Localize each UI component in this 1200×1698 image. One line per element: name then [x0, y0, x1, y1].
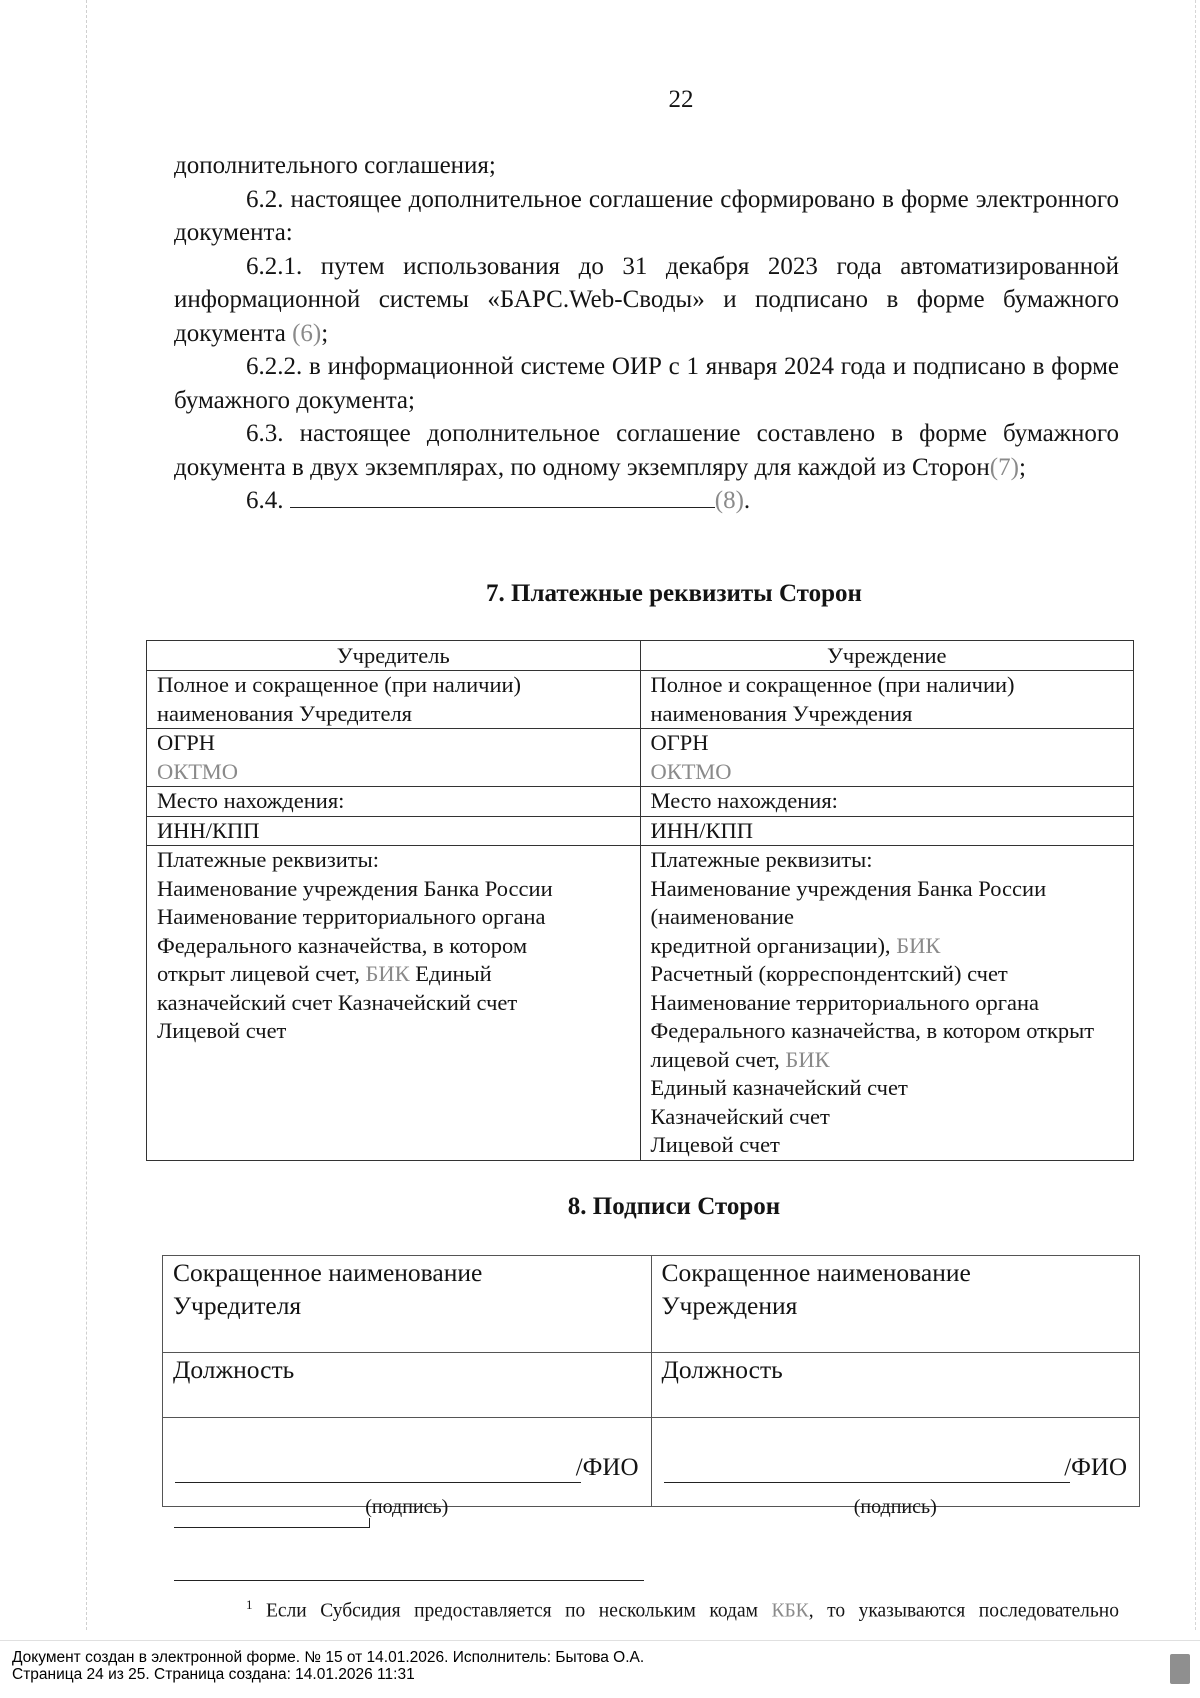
institution-ogrn-cell: ОГРН ОКТМО	[640, 729, 1134, 787]
blank-fill-line	[290, 485, 715, 508]
table-row-names	[147, 671, 1134, 729]
institution-signature-caption: (подпись)	[853, 1496, 937, 1518]
table-header-row	[147, 641, 1134, 671]
reference-6: (6)	[292, 319, 322, 347]
founder-location-cell: Место нахождения:	[147, 787, 641, 817]
body-text	[174, 149, 1119, 518]
section-8-title: 8. Подписи Сторон	[567, 1193, 781, 1220]
founder-signature-line	[175, 1454, 581, 1483]
table-row-payment	[147, 846, 1134, 1161]
founder-signature-caption: (подпись)	[365, 1496, 449, 1518]
institution-short-name-cell: Сокращенное наименование Учреждения	[651, 1256, 1140, 1353]
column-header-founder: Учредитель	[147, 641, 641, 671]
reference-8: (8)	[714, 487, 744, 514]
page-number: 22	[668, 86, 694, 113]
scroll-marker-icon	[1170, 1654, 1190, 1684]
right-scan-edge	[1195, 0, 1196, 1630]
footer-line-1: Документ создан в электронной форме. № 15 от 14.01.2026. Исполнитель: Бытова О.А.	[12, 1649, 645, 1666]
signatures-table	[162, 1255, 1140, 1518]
signature-row	[163, 1418, 1140, 1507]
signature-position-row	[163, 1353, 1140, 1418]
founder-short-name-cell: Сокращенное наименование Учредителя	[163, 1256, 652, 1353]
founder-payment-cell: Платежные реквизиты: Наименование учреждения Банка России Наименование территориального органа Федерального казначейства, в котором открыт лицевой счет, БИК Единый казначейский счет Казначейский счет Лицевой счет	[147, 846, 641, 1161]
institution-location-cell: Место нахождения:	[640, 787, 1134, 817]
institution-payment-cell: Платежные реквизиты: Наименование учреждения Банка России (наименование кредитной организации), БИК Расчетный (корреспондентский) счет Наименование территориального органа Федерального казначейства, в котором открыт лицевой счет, БИК Единый казначейский счет Казначейский счет Лицевой счет	[640, 846, 1134, 1161]
paragraph-6-2: 6.2. настоящее дополнительное соглашение сформировано в форме электронного документа:	[174, 185, 1119, 246]
column-header-institution: Учреждение	[640, 641, 1134, 671]
table-row-inn	[147, 816, 1134, 846]
paragraph-continuation: дополнительного соглашения;	[174, 152, 496, 179]
section-7-title: 7. Платежные реквизиты Сторон	[486, 580, 862, 607]
institution-inn-cell: ИНН/КПП	[640, 816, 1134, 846]
founder-ogrn-cell: ОГРН ОКТМО	[147, 729, 641, 787]
signature-names-row	[163, 1256, 1140, 1353]
paragraph-6-2-1: 6.2.1. путем использования до 31 декабря 2023 года автоматизированной информационной системы «БАРС.Web-Своды» и подписано в форме бумажного документа (6);	[174, 252, 1119, 347]
table-row-location	[147, 787, 1134, 817]
founder-inn-cell: ИНН/КПП	[147, 816, 641, 846]
founder-signature-cell	[163, 1418, 652, 1518]
footnote-number: 1	[246, 1597, 253, 1612]
paragraph-6-3: 6.3. настоящее дополнительное соглашение составлено в форме бумажного документа в двух экземплярах, по одному экземпляру для каждой из Сторон(7);	[174, 420, 1119, 481]
payment-details-table	[146, 640, 1134, 1161]
left-scan-edge	[86, 0, 87, 1630]
footer-line-2: Страница 24 из 25. Страница создана: 14.01.2026 11:31	[12, 1666, 415, 1683]
founder-full-name-cell: Полное и сокращенное (при наличии) наименования Учредителя	[147, 671, 641, 729]
short-separator-line	[174, 1527, 370, 1528]
document-footer	[0, 1640, 1200, 1698]
institution-fio-label: /ФИО	[1064, 1454, 1127, 1481]
founder-fio-label: /ФИО	[575, 1454, 639, 1481]
institution-position-cell: Должность	[651, 1353, 1140, 1418]
separator-tick	[369, 1518, 370, 1528]
institution-full-name-cell: Полное и сокращенное (при наличии) наименования Учреждения	[640, 671, 1134, 729]
reference-7: (7)	[989, 453, 1019, 481]
table-row-ogrn	[147, 729, 1134, 787]
footnote-1: $^1$ Если Субсидия предоставляется по нескольким кодам КБК, то указываются последовательно	[246, 1597, 1119, 1622]
paragraph-6-2-2: 6.2.2. в информационной системе ОИР с 1 января 2024 года и подписано в форме бумажного документа;	[174, 353, 1119, 414]
founder-position-cell: Должность	[163, 1353, 652, 1418]
institution-signature-cell	[651, 1418, 1140, 1518]
footnote-separator	[174, 1580, 644, 1581]
paragraph-6-4: 6.4. (8).	[246, 487, 751, 514]
institution-signature-line	[664, 1454, 1070, 1483]
